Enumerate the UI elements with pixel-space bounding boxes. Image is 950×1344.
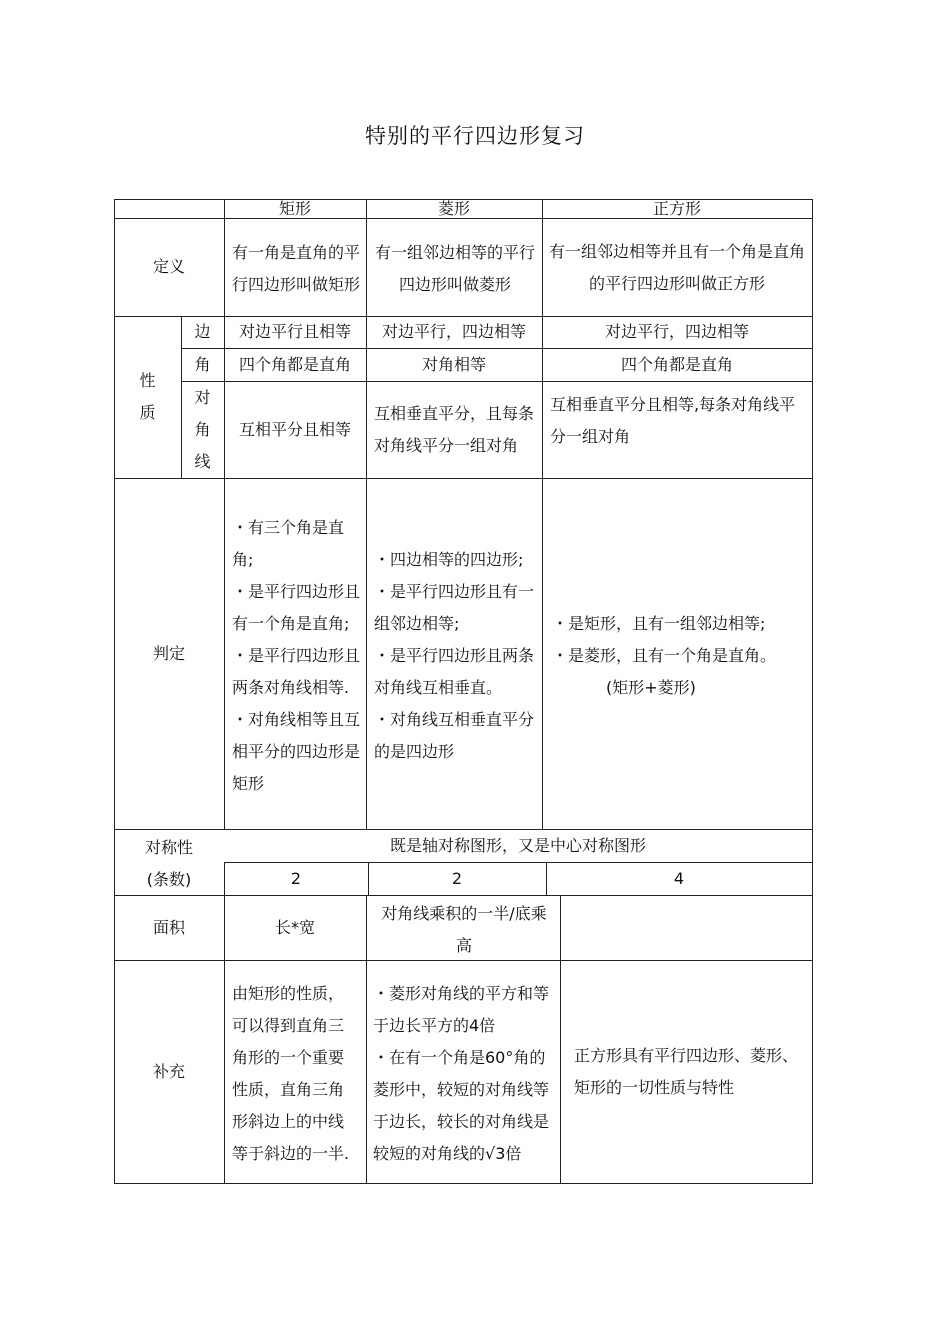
criteria-square-item: ・是矩形，且有一组邻边相等;: [552, 613, 766, 633]
supplement-square: 正方形具有平行四边形、菱形、矩形的一切性质与特性: [574, 1046, 799, 1097]
definition-rhombus: 有一组邻边相等的平行四边形叫做菱形: [374, 243, 535, 294]
symmetry-rect: 2: [290, 869, 302, 888]
criteria-rect-item: ・有三个角是直角;: [232, 517, 345, 569]
row-label-definition: 定义: [152, 257, 185, 276]
area-rhombus: 对角线乘积的一半/底乘高: [381, 903, 547, 955]
criteria-rhombus-item: ・四边相等的四边形;: [374, 549, 524, 569]
definition-rect: 有一角是直角的平行四边形叫做矩形: [231, 243, 360, 294]
row-sublabel-symmetry: (条数): [146, 869, 192, 889]
row-label-properties: 性质: [139, 371, 156, 422]
prop-label-diagonals: 对角线: [194, 388, 211, 471]
prop-diagonals-rect: 互相平分且相等: [238, 420, 351, 439]
symmetry-square: 4: [673, 869, 685, 888]
prop-sides-square: 对边平行，四边相等: [604, 322, 749, 341]
prop-sides-rhombus: 对边平行，四边相等: [381, 322, 526, 341]
criteria-rect-item: ・是平行四边形且两条对角线相等.: [232, 645, 361, 697]
criteria-rect-item: ・是平行四边形且有一个角是直角;: [232, 581, 361, 633]
row-label-criteria: 判定: [152, 643, 185, 663]
prop-angles-square: 四个角都是直角: [620, 355, 733, 374]
criteria-rect-item: ・对角线相等且互相平分的四边形是矩形: [232, 709, 361, 793]
row-label-symmetry: 对称性: [144, 837, 193, 857]
prop-diagonals-square: 互相垂直平分且相等,每条对角线平分一组对角: [550, 395, 796, 446]
page-title: 特别的平行四边形复习: [365, 124, 585, 148]
prop-label-sides: 边: [194, 322, 211, 341]
symmetry-common: 既是轴对称图形，又是中心对称图形: [389, 836, 646, 855]
prop-angles-rect: 四个角都是直角: [238, 355, 351, 374]
row-label-area: 面积: [152, 918, 185, 937]
criteria-square-note: (矩形+菱形): [606, 677, 696, 697]
criteria-square-item: ・是菱形，且有一个角是直角。: [552, 645, 777, 665]
area-rect: 长*宽: [274, 918, 315, 937]
prop-diagonals-rhombus: 互相垂直平分，且每条对角线平分一组对角: [374, 404, 535, 455]
criteria-rhombus-item: ・对角线互相垂直平分的是四边形: [374, 709, 535, 761]
supplement-rhombus-item: ・在有一个角是60°角的菱形中，较短的对角线等于边长，较长的对角线是较短的对角线的√3倍: [373, 1047, 550, 1163]
prop-label-angles: 角: [194, 355, 211, 374]
criteria-rhombus-item: ・是平行四边形且两条对角线互相垂直。: [374, 645, 535, 697]
prop-angles-rhombus: 对角相等: [421, 355, 486, 374]
area-square: [560, 896, 812, 960]
header-rect: 矩形: [278, 199, 311, 218]
row-label-supplement: 补充: [152, 1062, 185, 1081]
criteria-rhombus-item: ・是平行四边形且有一组邻边相等;: [374, 581, 535, 633]
header-square: 正方形: [652, 199, 701, 218]
header-rhombus: 菱形: [437, 199, 470, 218]
prop-sides-rect: 对边平行且相等: [238, 322, 351, 341]
supplement-rhombus-item: ・菱形对角线的平方和等于边长平方的4倍: [373, 983, 550, 1035]
symmetry-rhombus: 2: [451, 869, 463, 888]
definition-square: 有一组邻边相等并且有一个角是直角的平行四边形叫做正方形: [548, 242, 805, 293]
supplement-rect: 由矩形的性质，可以得到直角三角形的一个重要性质，直角三角形斜边上的中线等于斜边的一半.: [232, 983, 350, 1163]
